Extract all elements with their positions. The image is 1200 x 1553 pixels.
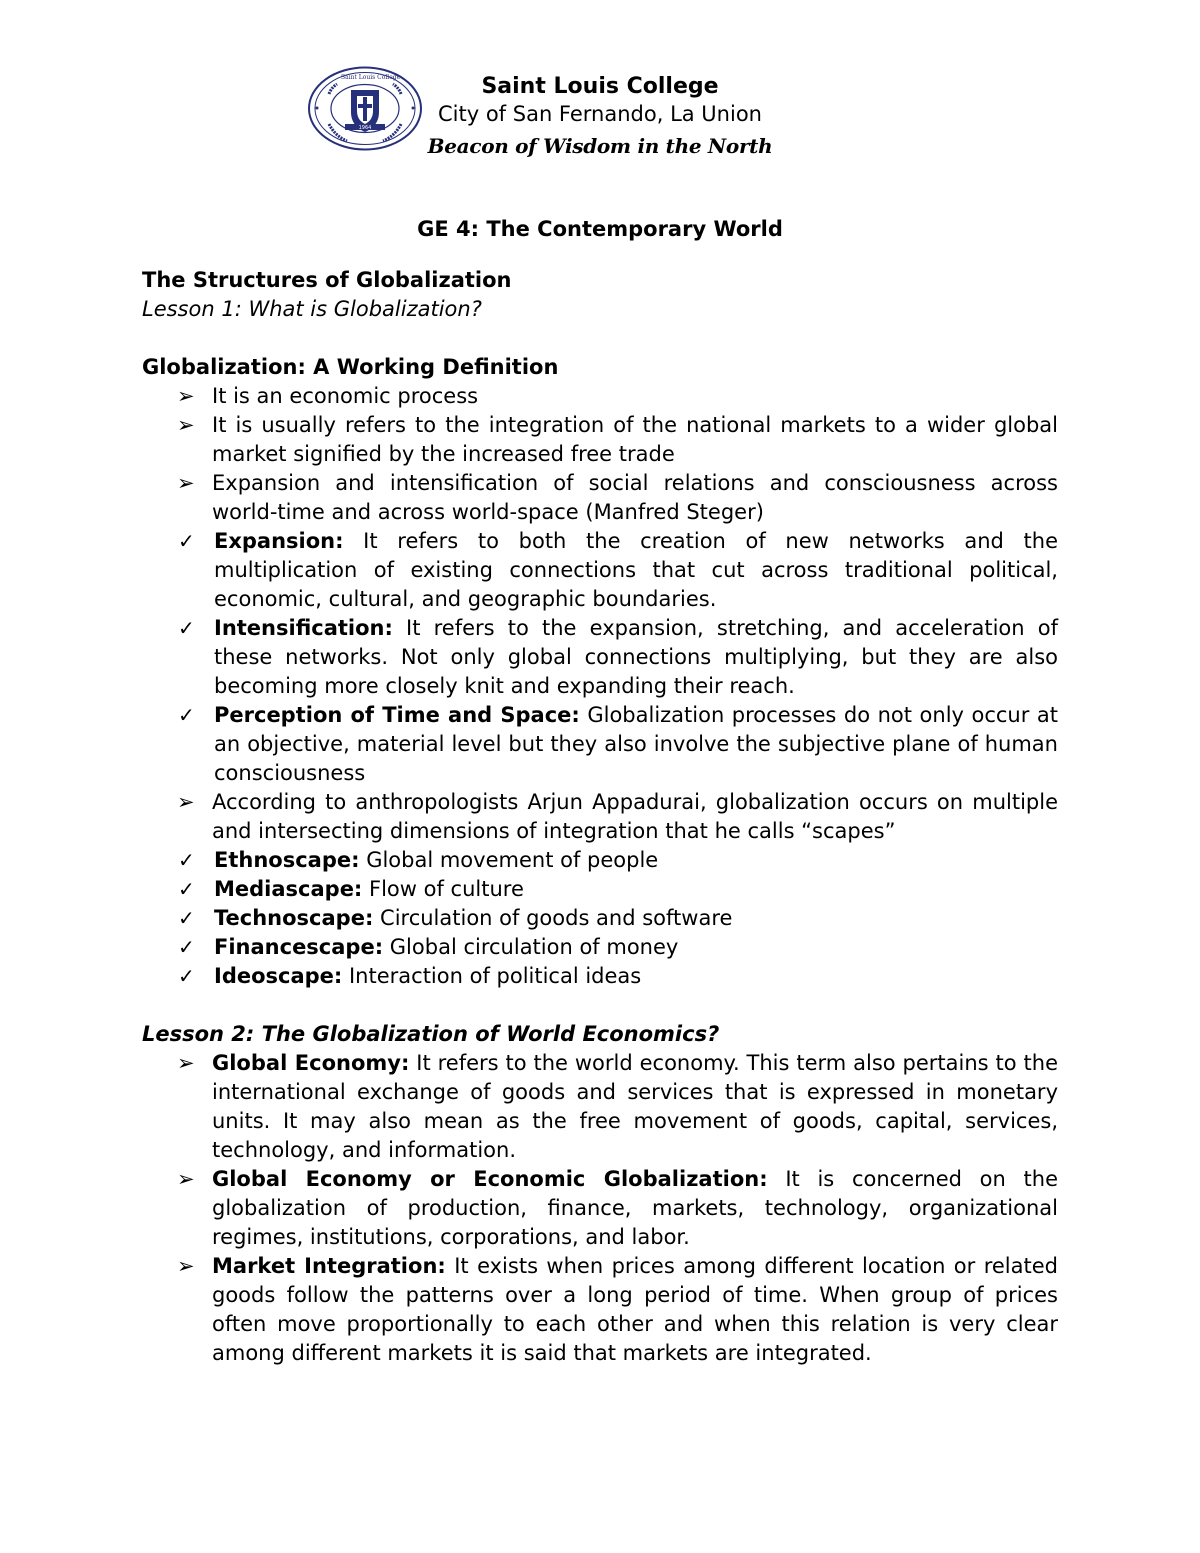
term-description: Global movement of people [359,848,659,872]
list-item [142,962,1058,991]
steger-list [142,527,1058,788]
list-item [142,788,1058,846]
list-item-text: Expansion and intensification of social relations and consciousness across world-time and across world-space (Manfred Steger) [212,471,1058,524]
check-bullet-icon: ✓ [178,616,195,640]
appadurai-list [142,788,1058,846]
term-label: Mediascape: [214,877,363,901]
term-description: Global circulation of money [383,935,679,959]
list-item [142,382,1058,411]
term-label: Ethnoscape: [214,848,360,872]
term-label: Expansion: [214,529,344,553]
term-label: Global Economy or Economic Globalization: [212,1167,768,1191]
list-item [142,846,1058,875]
course-title: GE 4: The Contemporary World [417,217,783,241]
arrow-bullet-icon: ➢ [177,1167,195,1191]
check-bullet-icon: ✓ [178,848,195,872]
arrow-bullet-icon: ➢ [177,790,195,814]
school-name: Saint Louis College [481,74,719,99]
svg-text:1964: 1964 [358,125,372,131]
list-item-text: According to anthropologists Arjun Appadurai, globalization occurs on multiple and intersecting dimensions of integration that he calls “scapes” [212,790,1058,843]
check-bullet-icon: ✓ [178,906,195,930]
arrow-bullet-icon: ➢ [177,1051,195,1075]
school-city: City of San Fernando, La Union [438,102,762,126]
term-description: Globalization processes do not only occur at an objective, material level but they also involve the subjective plane of human consciousness [214,703,1059,785]
definition-list [142,382,1058,527]
arrow-bullet-icon: ➢ [177,1254,195,1278]
list-item [142,933,1058,962]
term-description: Circulation of goods and software [373,906,733,930]
arrow-bullet-icon: ➢ [177,471,195,495]
list-item-text: It is usually refers to the integration of the national markets to a wider global market signified by the increased free trade [212,413,1058,466]
term-label: Perception of Time and Space: [214,703,580,727]
list-item [142,875,1058,904]
term-label: Global Economy: [212,1051,410,1075]
term-description: Flow of culture [362,877,524,901]
lesson-2-heading: Lesson 2: The Globalization of World Economics? [142,1022,720,1046]
list-item [142,904,1058,933]
list-item-text: It is an economic process [212,384,479,408]
term-description: It is concerned on the globalization of production, finance, markets, technology, organizational regimes, institutions, corporations, and labor. [212,1167,1058,1249]
check-bullet-icon: ✓ [178,935,195,959]
term-label: Ideoscape: [214,964,343,988]
list-item [142,1049,1058,1165]
term-description: It refers to both the creation of new networks and the multiplication of existing connections that cut across traditional political, economic, cultural, and geographic boundaries. [214,529,1058,611]
term-description: It refers to the expansion, stretching, and acceleration of these networks. Not only global connections multiplying, but they are also becoming more closely knit and expanding their reach. [214,616,1058,698]
list-item [142,701,1058,788]
list-item [142,469,1058,527]
check-bullet-icon: ✓ [178,877,195,901]
arrow-bullet-icon: ➢ [177,384,195,408]
term-label: Market Integration: [212,1254,446,1278]
list-item [142,1165,1058,1252]
lesson-2-list [142,1049,1058,1368]
svg-text:Saint Louis College: Saint Louis College [341,74,401,81]
arrow-bullet-icon: ➢ [177,413,195,437]
term-description: It exists when prices among different location or related goods follow the patterns over a long period of time. When group of prices often move proportionally to each other and when this relation is very clear among different markets it is said that markets are integrated. [212,1254,1058,1365]
list-item [142,614,1058,701]
check-bullet-icon: ✓ [178,703,195,727]
term-description: Interaction of political ideas [342,964,642,988]
list-item [142,411,1058,469]
document-body [142,266,1058,1368]
check-bullet-icon: ✓ [178,964,195,988]
school-motto: Beacon of Wisdom in the North [427,134,773,158]
term-description: It refers to the world economy. This term also pertains to the international exchange of goods and services that is expressed in monetary units. It may also mean as the free movement of goods, capital, services, technology, and information. [212,1051,1058,1162]
term-label: Intensification: [214,616,393,640]
term-label: Technoscape: [214,906,374,930]
list-item [142,1252,1058,1368]
check-bullet-icon: ✓ [178,529,195,553]
definition-heading: Globalization: A Working Definition [142,355,559,379]
scapes-list [142,846,1058,991]
list-item [142,527,1058,614]
section-title: The Structures of Globalization [142,268,512,292]
term-label: Financescape: [214,935,384,959]
lesson-1-heading: Lesson 1: What is Globalization? [142,297,482,321]
